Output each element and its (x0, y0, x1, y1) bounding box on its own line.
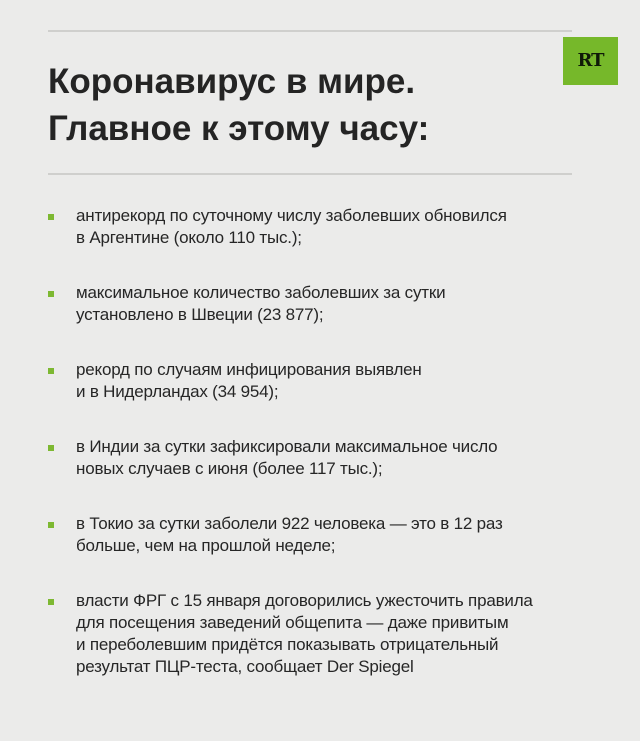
news-text-line: власти ФРГ с 15 января договорились ужесточить правила (76, 591, 533, 610)
bullet-icon (48, 291, 54, 297)
news-text-line: установлено в Швеции (23 877); (76, 305, 324, 324)
news-text-line: больше, чем на прошлой неделе; (76, 536, 336, 555)
news-text-line: результат ПЦР-теста, сообщает Der Spiegel (76, 657, 414, 676)
top-divider (48, 30, 572, 32)
news-text-line: для посещения заведений общепита — даже привитым (76, 613, 509, 632)
bullet-icon (48, 522, 54, 528)
bullet-icon (48, 445, 54, 451)
news-text-line: в Индии за сутки зафиксировали максимальное число (76, 437, 498, 456)
news-text-line: антирекорд по суточному числу заболевших обновился (76, 206, 507, 225)
title-line-2: Главное к этому часу: (48, 109, 430, 148)
news-item-netherlands (48, 359, 588, 403)
page-title (48, 58, 548, 152)
bullet-icon (48, 368, 54, 374)
news-text-line: максимальное количество заболевших за сутки (76, 283, 446, 302)
news-text-line: новых случаев с июня (более 117 тыс.); (76, 459, 383, 478)
news-text-line: и переболевшим придётся показывать отрицательный (76, 635, 499, 654)
news-text-line: рекорд по случаям инфицирования выявлен (76, 360, 422, 379)
news-item-india (48, 436, 588, 480)
news-item-argentina (48, 205, 588, 249)
title-divider (48, 173, 572, 175)
news-text-line: и в Нидерландах (34 954); (76, 382, 279, 401)
rt-logo: RT (563, 37, 618, 85)
bullet-icon (48, 599, 54, 605)
news-text-line: в Токио за сутки заболели 922 человека — это в 12 раз (76, 514, 503, 533)
bullet-icon (48, 214, 54, 220)
news-item-tokyo (48, 513, 588, 557)
news-item-sweden (48, 282, 588, 326)
news-list (48, 205, 588, 678)
title-line-1: Коронавирус в мире. (48, 62, 416, 101)
news-text-line: в Аргентине (около 110 тыс.); (76, 228, 302, 247)
news-item-germany (48, 590, 588, 678)
